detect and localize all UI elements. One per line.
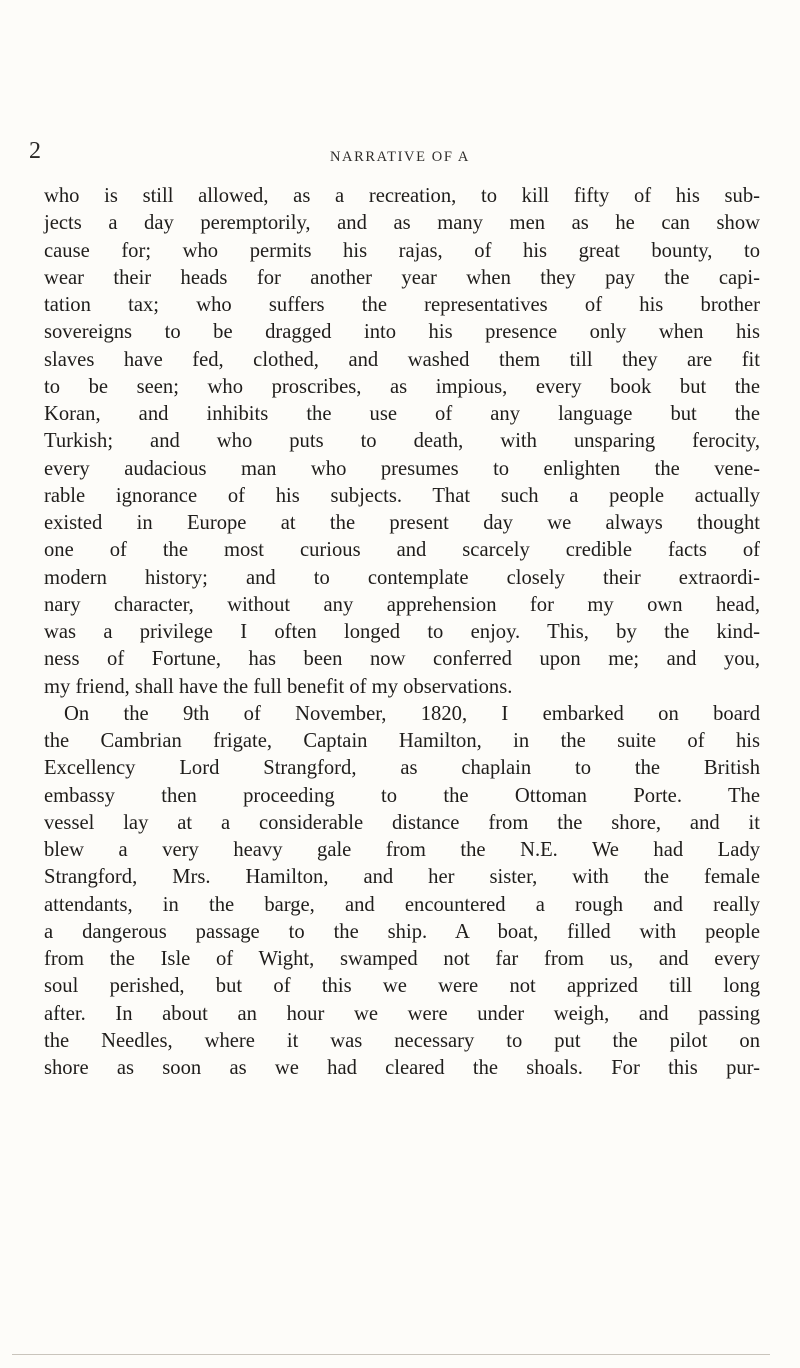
text-line: one of the most curious and scarcely credible facts of (44, 539, 760, 562)
text-line: blew a very heavy gale from the N.E. We had Lady (44, 839, 760, 861)
text-line: existed in Europe at the present day we always thought (44, 512, 760, 534)
text-line: Excellency Lord Strangford, as chaplain to the British (44, 757, 760, 780)
text-line: was a privilege I often longed to enjoy. This, by the kind- (44, 621, 760, 643)
text-line: slaves have fed, clothed, and washed them till they are fit (44, 348, 760, 371)
text-line: cause for; who permits his rajas, of his great bounty, to (44, 239, 760, 262)
text-line: every audacious man who presumes to enlighten the vene- (44, 457, 760, 480)
text-line: tation tax; who suffers the representatives of his brother (44, 294, 760, 316)
text-line: a dangerous passage to the ship. A boat, filled with people (44, 920, 760, 943)
text-line: nary character, without any apprehension for my own head, (44, 593, 760, 616)
text-line: Turkish; and who puts to death, with unsparing ferocity, (44, 430, 760, 453)
text-line: rable ignorance of his subjects. That such a people actually (44, 484, 760, 507)
text-line: Strangford, Mrs. Hamilton, and her sister, with the female (44, 866, 760, 889)
paragraph-start-line: On the 9th of November, 1820, I embarked on board (64, 702, 760, 725)
text-line: soul perished, but of this we were not apprized till long (44, 975, 760, 998)
text-line: embassy then proceeding to the Ottoman Porte. The (44, 784, 760, 807)
text-line: my friend, shall have the full benefit of my observations. (44, 675, 513, 698)
text-line: jects a day peremptorily, and as many men as he can show (44, 212, 760, 235)
text-line: shore as soon as we had cleared the shoals. For this pur- (44, 1057, 760, 1079)
text-line: vessel lay at a considerable distance from the shore, and it (44, 811, 760, 834)
text-line: wear their heads for another year when they pay the capi- (44, 266, 760, 289)
text-line: from the Isle of Wight, swamped not far from us, and every (44, 948, 760, 970)
text-line: the Cambrian frigate, Captain Hamilton, in the suite of his (44, 730, 760, 752)
text-line: who is still allowed, as a recreation, to kill fifty of his sub- (44, 185, 760, 207)
page-edge-rule (12, 1354, 770, 1355)
page-number: 2 (29, 138, 41, 164)
text-line: sovereigns to be dragged into his presence only when his (44, 321, 760, 344)
text-line: the Needles, where it was necessary to put the pilot on (44, 1029, 760, 1052)
running-head: NARRATIVE OF A (329, 149, 471, 165)
body-text (44, 183, 760, 1082)
text-line: to be seen; who proscribes, as impious, every book but the (44, 375, 760, 398)
text-line: Koran, and inhibits the use of any language but the (44, 403, 760, 425)
text-line: after. In about an hour we were under weigh, and passing (44, 1002, 760, 1025)
text-line: ness of Fortune, has been now conferred upon me; and you, (44, 648, 760, 671)
text-line: modern history; and to contemplate closely their extraordi- (44, 566, 760, 589)
text-line: attendants, in the barge, and encountered a rough and really (44, 893, 760, 916)
